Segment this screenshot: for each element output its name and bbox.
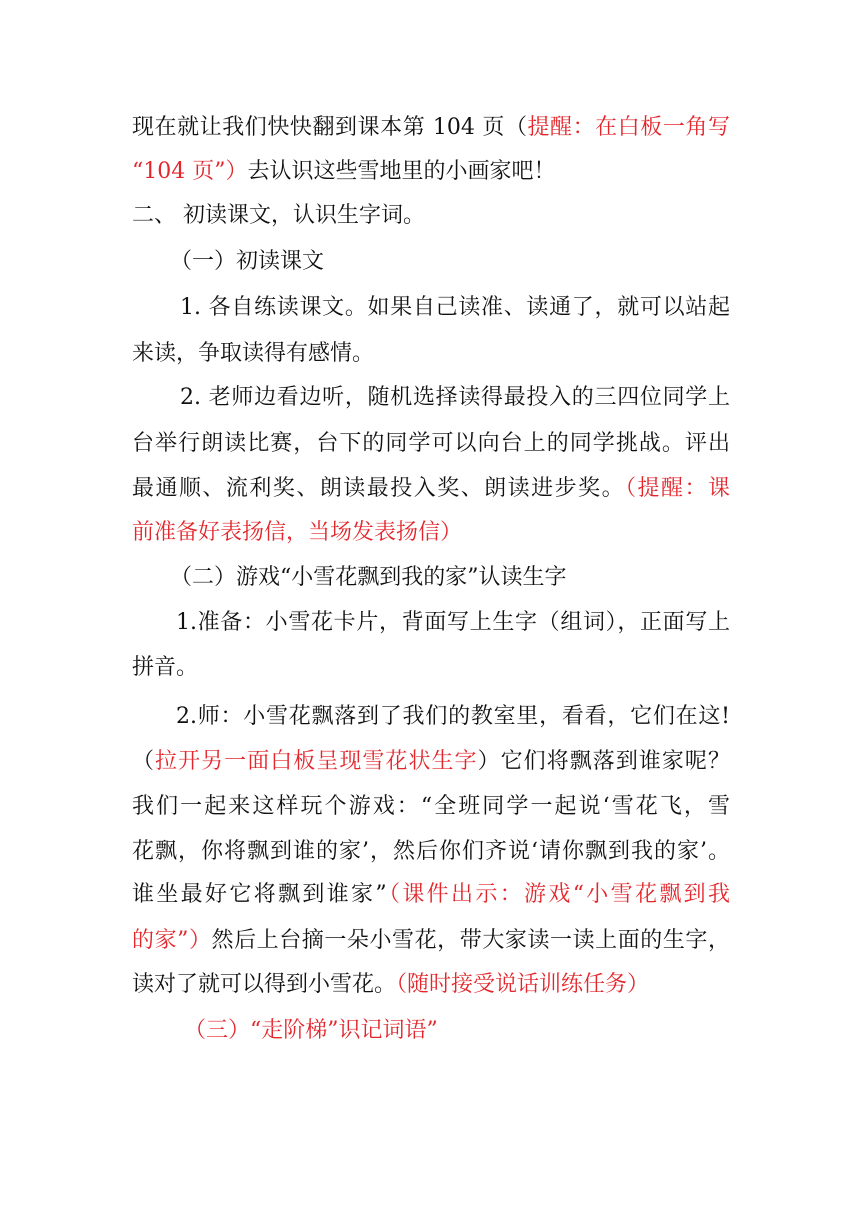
text-line-18 <box>132 880 730 910</box>
reminder-text: （课件出示：游戏“小雪花飘到我 <box>386 882 730 907</box>
reminder-text: （随时接受说话训练任务） <box>396 972 650 997</box>
text-run: 台举行朗读比赛，台下的同学可以向台上的同学挑战。评出 <box>132 431 730 456</box>
text-run: 二、 初读课文，认识生字词。 <box>132 203 425 228</box>
text-line-2 <box>132 157 730 187</box>
reminder-text: 的家”） <box>132 928 212 953</box>
reminder-text: （三）“走阶梯”识记词语” <box>184 1018 438 1043</box>
reminder-text: “104 页”） <box>132 159 248 184</box>
reminder-text: 前准备好表扬信，当场发表扬信） <box>132 520 463 545</box>
text-run: 谁坐最好它将飘到谁家” <box>132 882 387 907</box>
text-line-14 <box>176 702 730 732</box>
text-run: 最通顺、流利奖、朗读最投入奖、朗读进步奖。 <box>132 476 626 501</box>
reminder-text: （提醒：课 <box>625 476 730 501</box>
text-line-12 <box>176 608 730 638</box>
text-line-9 <box>132 474 730 504</box>
text-line-5 <box>180 293 730 323</box>
subsection-heading-1 <box>170 247 730 277</box>
text-run: 花飘，你将飘到谁的家’，然后你们齐说‘请你飘到我的家’。 <box>132 839 730 864</box>
text-run: （一）初读课文 <box>170 249 325 274</box>
text-line-13 <box>132 653 730 683</box>
text-line-19 <box>132 926 730 956</box>
text-run: 1.准备：小雪花卡片，背面写上生字（组词），正面写上 <box>176 610 730 635</box>
text-line-15 <box>132 747 730 777</box>
text-run: 我们一起来这样玩个游戏：“全班同学一起说‘雪花飞，雪 <box>132 794 730 819</box>
text-run: （ <box>132 749 156 774</box>
text-line-6 <box>132 339 730 369</box>
text-run: 1. 各自练读课文。如果自己读准、读通了，就可以站起 <box>180 295 730 320</box>
text-line-7 <box>180 383 730 413</box>
text-line-20 <box>132 970 730 1000</box>
text-run: 2.师：小雪花飘落到了我们的教室里，看看，它们在这! <box>176 704 730 729</box>
text-line-1 <box>132 113 730 143</box>
text-run: 去认识这些雪地里的小画家吧！ <box>247 159 556 184</box>
text-line-10 <box>132 518 730 548</box>
text-run: 拼音。 <box>132 655 199 680</box>
subsection-heading-3 <box>184 1016 730 1046</box>
text-run: 然后上台摘一朵小雪花，带大家读一读上面的生字， <box>211 928 730 953</box>
text-run: （二）游戏“小雪花飘到我的家”认读生字 <box>170 565 567 590</box>
text-run: ）它们将飘落到谁家呢？ <box>477 749 730 774</box>
section-heading <box>132 201 730 231</box>
text-run: 现在就让我们快快翻到课本第 104 页（ <box>132 115 528 140</box>
text-line-16 <box>132 792 730 822</box>
text-line-17 <box>132 837 730 867</box>
text-run: 2. 老师边看边听，随机选择读得最投入的三四位同学上 <box>180 385 730 410</box>
subsection-heading-2 <box>170 563 730 593</box>
reminder-text: 提醒：在白板一角写 <box>527 115 730 140</box>
text-line-8 <box>132 429 730 459</box>
text-run: 来读，争取读得有感情。 <box>132 341 375 366</box>
reminder-text: 拉开另一面白板呈现雪花状生字 <box>155 749 478 774</box>
text-run: 读对了就可以得到小雪花。 <box>132 972 397 997</box>
